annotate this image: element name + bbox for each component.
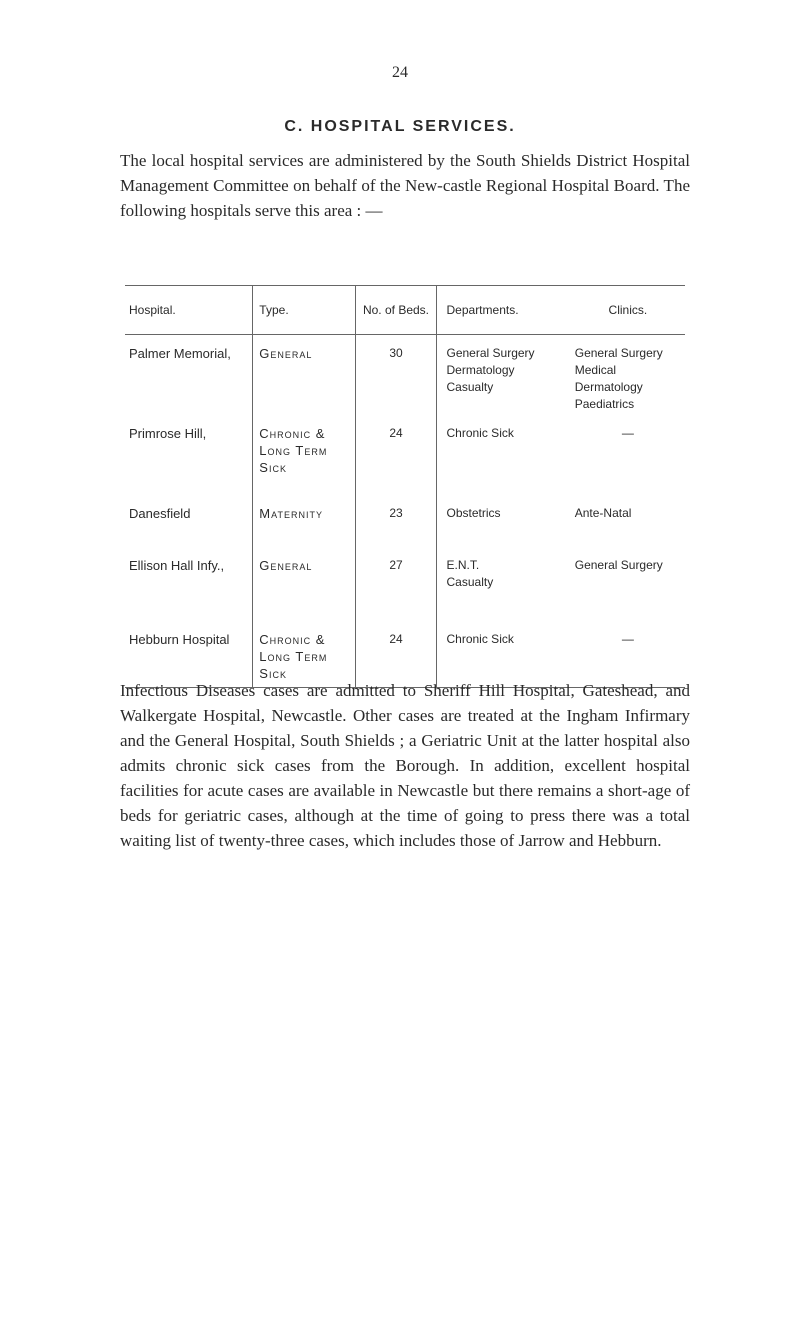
closing-paragraph: Infectious Diseases cases are admitted to Sheriff Hill Hospital, Gateshead, and Walkergate Hospital, Newcastle. Other cases are treated at the Ingham Infirmary and the General Hospital, South Shields ; a Geriatric Unit at the latter hospital also admits chronic sick cases from the Borough. In addition, excellent hospital facilities for acute cases are available in Newcastle but there remains a short-age of beds for geriatric cases, although at the time of going to press there was a total waiting list of twenty-three cases, which includes those of Jarrow and Hebburn. xyxy=(120,681,690,850)
clinic-item: General Surgery xyxy=(574,346,663,360)
hospital-type xyxy=(253,415,356,495)
type-line: General xyxy=(259,558,313,573)
header-beds: No. of Beds. xyxy=(356,286,436,335)
table-row xyxy=(125,335,685,416)
department-item: Casualty xyxy=(446,575,494,589)
table-row xyxy=(125,415,685,495)
bed-count: 24 xyxy=(356,415,436,495)
hospitals-table xyxy=(125,285,685,688)
departments-cell xyxy=(436,335,571,416)
type-line: Long Term xyxy=(259,443,328,458)
table-row xyxy=(125,547,685,621)
clinics-cell xyxy=(571,335,685,416)
type-line: Maternity xyxy=(259,506,323,521)
header-hospital: Hospital. xyxy=(125,286,253,335)
bed-count: 23 xyxy=(356,495,436,547)
department-item: E.N.T. xyxy=(446,558,480,572)
header-departments: Departments. xyxy=(436,286,571,335)
table-row xyxy=(125,495,685,547)
department-item: Obstetrics xyxy=(446,506,501,520)
clinic-item: Medical xyxy=(574,363,617,377)
clinics-cell xyxy=(571,495,685,547)
intro-paragraph: The local hospital services are administered by the South Shields District Hospital Management Committee on behalf of the New-castle Regional Hospital Board. The following hospitals serve this area : — xyxy=(120,151,690,220)
clinic-item: — xyxy=(621,632,634,646)
clinic-item: Dermatology xyxy=(574,380,643,394)
departments-cell xyxy=(436,547,571,621)
header-clinics: Clinics. xyxy=(571,286,685,335)
clinic-item: Paediatrics xyxy=(574,397,635,411)
department-item: Chronic Sick xyxy=(446,426,514,440)
type-line: Chronic & xyxy=(259,426,326,441)
type-line: General xyxy=(259,346,313,361)
section-heading: C. HOSPITAL SERVICES. xyxy=(284,118,516,135)
clinics-cell xyxy=(571,415,685,495)
header-type: Type. xyxy=(253,286,356,335)
hospital-name: Ellison Hall Infy., xyxy=(129,558,225,573)
table-header-row xyxy=(125,286,685,335)
page-number: 24 xyxy=(392,64,408,81)
departments-cell xyxy=(436,495,571,547)
hospital-type xyxy=(253,495,356,547)
type-line: Long Term xyxy=(259,649,328,664)
department-item: Chronic Sick xyxy=(446,632,514,646)
department-item: Dermatology xyxy=(446,363,515,377)
hospital-type xyxy=(253,547,356,621)
clinics-cell xyxy=(571,547,685,621)
type-line: Sick xyxy=(259,460,287,475)
hospital-name: Primrose Hill, xyxy=(129,426,207,441)
hospital-name: Hebburn Hospital xyxy=(125,621,253,688)
departments-cell xyxy=(436,415,571,495)
hospital-type xyxy=(253,335,356,416)
clinic-item: — xyxy=(621,426,634,440)
clinic-item: General Surgery xyxy=(574,558,663,572)
type-line: Sick xyxy=(259,666,287,681)
department-item: General Surgery xyxy=(446,346,535,360)
bed-count: 27 xyxy=(356,547,436,621)
type-line: Chronic & xyxy=(259,632,326,647)
bed-count: 24 xyxy=(356,621,436,688)
hospital-name: Danesfield xyxy=(129,506,191,521)
department-item: Casualty xyxy=(446,380,494,394)
clinic-item: Ante-Natal xyxy=(574,506,632,520)
bed-count: 30 xyxy=(356,335,436,416)
hospital-name: Palmer Memorial, xyxy=(129,346,231,361)
